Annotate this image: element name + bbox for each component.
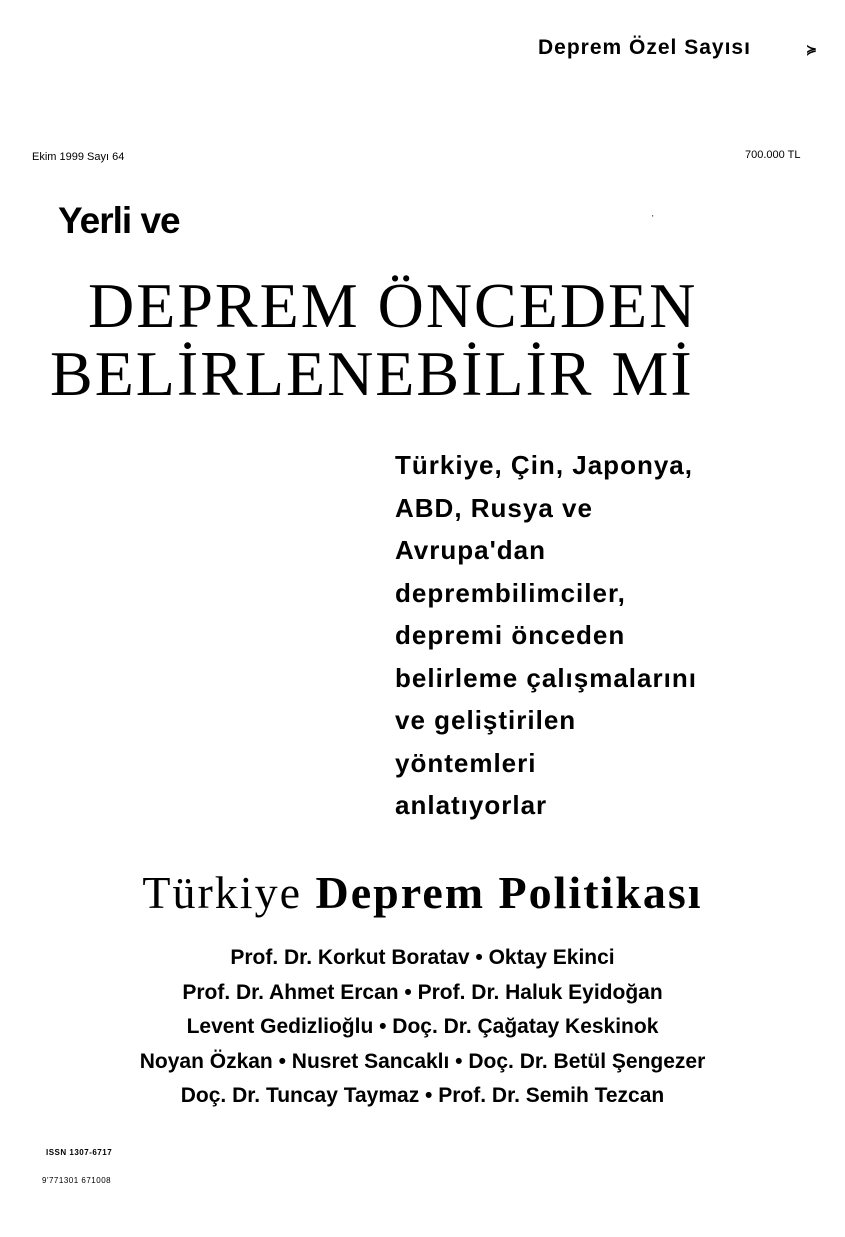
issue-date: Ekim 1999 Sayı 64	[32, 151, 125, 163]
corner-mark: ≽	[806, 42, 817, 57]
headline-line-1: DEPREM ÖNCEDEN	[88, 270, 698, 341]
section-title-bold: Deprem Politikası	[315, 867, 703, 918]
author-line: Noyan Özkan • Nusret Sancaklı • Doç. Dr. Betül Şengezer	[139, 1049, 706, 1073]
author-line: Levent Gedizlioğlu • Doç. Dr. Çağatay Keskinok	[186, 1015, 659, 1038]
section-title-light: Türkiye	[142, 867, 303, 918]
barcode-digits: 9'771301 671008	[42, 1176, 112, 1185]
special-issue-label: Deprem Özel Sayısı	[538, 36, 751, 59]
section-title	[0, 866, 845, 919]
subhead-block	[395, 444, 815, 827]
subhead-line: yöntemleri	[395, 747, 537, 778]
subhead-line: deprembilimciler,	[395, 577, 626, 608]
author-list	[0, 941, 845, 1114]
author-line: Prof. Dr. Korkut Boratav • Oktay Ekinci	[230, 946, 615, 969]
subhead-line: depremi önceden	[395, 620, 626, 650]
issn-label: ISSN 1307-6717	[46, 1148, 113, 1157]
price-label: 700.000 TL	[745, 149, 801, 161]
headline-line-2: BELİRLENEBİLİR Mİ	[50, 338, 694, 409]
subhead-line: anlatıyorlar	[395, 790, 548, 820]
author-line: Prof. Dr. Ahmet Ercan • Prof. Dr. Haluk Eyidoğan	[182, 980, 663, 1004]
subhead-line: Türkiye, Çin, Japonya,	[395, 450, 693, 480]
subhead-line: belirleme çalışmalarını	[395, 662, 697, 693]
author-line: Doç. Dr. Tuncay Taymaz • Prof. Dr. Semih Tezcan	[180, 1084, 665, 1107]
subhead-line: ve geliştirilen	[395, 705, 577, 735]
subhead-line: ABD, Rusya ve	[395, 492, 593, 523]
subhead-line: Avrupa'dan	[395, 535, 547, 565]
cover-kicker: Yerli ve	[58, 200, 180, 241]
stray-mark: '	[652, 214, 654, 223]
